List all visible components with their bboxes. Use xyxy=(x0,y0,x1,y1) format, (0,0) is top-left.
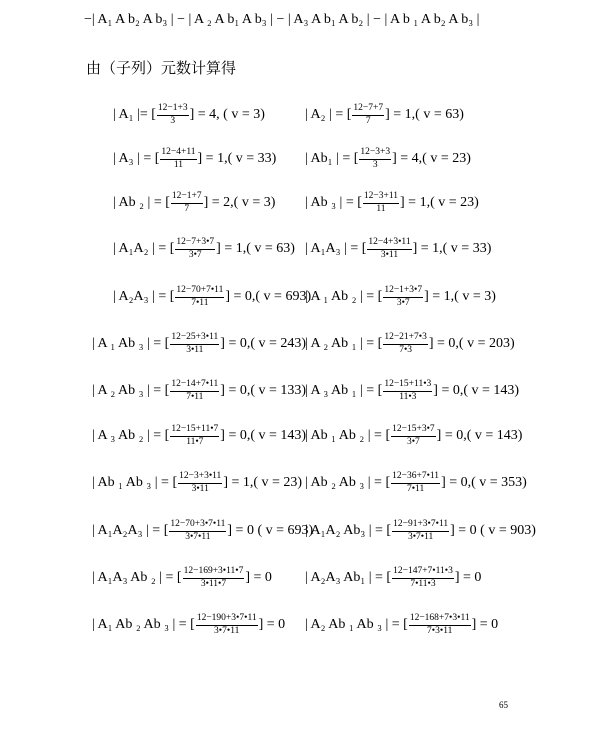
formula-result: ] = 4, ( v = 3) xyxy=(189,107,265,123)
fraction-numerator: 12−1+3 xyxy=(157,104,189,116)
fraction-numerator: 12−15+3•7 xyxy=(391,425,436,437)
fraction-denominator: 7•11 xyxy=(186,391,204,402)
formula-lhs: | Ab ₃ | = [ xyxy=(305,195,362,211)
formula-6 xyxy=(305,192,479,214)
formula-16 xyxy=(305,425,522,447)
fraction xyxy=(383,380,432,402)
fraction-denominator: 7 xyxy=(184,203,190,214)
formula-21 xyxy=(92,567,272,589)
formula-15 xyxy=(92,425,306,447)
formula-lhs: | A₃ | = [ xyxy=(113,151,160,167)
formula-result: ] = 0,( v = 353) xyxy=(441,475,527,491)
formula-result: ] = 0 ( v = 693) xyxy=(227,523,314,539)
fraction-numerator: 12−168+7•3•11 xyxy=(409,614,471,626)
formula-2 xyxy=(305,104,464,126)
fraction-numerator: 12−3+3 xyxy=(359,148,391,160)
fraction-denominator: 3•7•11 xyxy=(214,625,240,636)
formula-lhs: | Ab₁ | = [ xyxy=(305,151,359,167)
formula-result: ] = 1,( v = 33) xyxy=(197,151,277,167)
page-number: 65 xyxy=(499,700,508,710)
fraction xyxy=(367,238,411,260)
fraction-numerator: 12−14+7•11 xyxy=(170,380,219,392)
formula-result: ] = 0 xyxy=(454,570,482,586)
fraction xyxy=(183,567,245,589)
fraction xyxy=(409,614,471,636)
fraction-numerator: 12−4+11 xyxy=(160,148,196,160)
fraction-denominator: 7•3•11 xyxy=(427,625,453,636)
fraction xyxy=(170,425,219,447)
formula-10 xyxy=(305,286,496,308)
fraction xyxy=(160,148,196,170)
fraction xyxy=(391,425,436,447)
fraction-denominator: 7•3 xyxy=(399,344,413,355)
formula-lhs: | A ₂ Ab ₁ | = [ xyxy=(305,336,383,352)
fraction-numerator: 12−169+3•11•7 xyxy=(183,567,245,579)
fraction xyxy=(170,380,219,402)
fraction-numerator: 12−15+11•3 xyxy=(383,380,432,392)
fraction-denominator: 11 xyxy=(376,203,386,214)
fraction-denominator: 3 xyxy=(372,159,378,170)
fraction-denominator: 3•11 xyxy=(380,249,399,260)
fraction-numerator: 12−21+7•3 xyxy=(383,333,428,345)
fraction xyxy=(383,286,423,308)
formula-lhs: | A ₃ Ab ₂ | = [ xyxy=(92,428,170,444)
fraction-numerator: 12−25+3•11 xyxy=(170,333,219,345)
formula-17 xyxy=(92,472,302,494)
fraction-denominator: 3 xyxy=(170,115,176,126)
fraction-numerator: 12−1+7 xyxy=(171,192,203,204)
fraction-denominator: 3•7 xyxy=(396,297,410,308)
section-heading: 由（子列）元数计算得 xyxy=(86,59,237,77)
formula-14 xyxy=(305,380,519,402)
formula-13 xyxy=(92,380,306,402)
fraction-numerator: 12−91+3•7•11 xyxy=(392,520,449,532)
fraction-denominator: 3•7•11 xyxy=(407,531,434,542)
formula-lhs: | Ab ₁ Ab ₂ | = [ xyxy=(305,428,391,444)
formula-result: ] = 0,( v = 243) xyxy=(220,336,307,352)
fraction-denominator: 7•11 xyxy=(406,483,425,494)
fraction-numerator: 12−7+7 xyxy=(352,104,384,116)
formula-18 xyxy=(305,472,527,494)
formula-lhs: | A₁ |= [ xyxy=(113,107,156,123)
fraction xyxy=(196,614,258,636)
formula-7 xyxy=(113,238,295,260)
formula-24 xyxy=(305,614,498,636)
fraction xyxy=(359,148,391,170)
fraction-denominator: 11 xyxy=(173,159,184,170)
fraction-denominator: 3•7 xyxy=(188,249,202,260)
fraction-denominator: 11•7 xyxy=(186,436,204,447)
fraction-numerator: 12−36+7•11 xyxy=(391,472,440,484)
formula-lhs: | A ₁ Ab ₂ | = [ xyxy=(305,289,383,305)
formula-lhs: | A₁A₂A₃ | = [ xyxy=(92,523,169,539)
fraction-numerator: 12−1+3•7 xyxy=(383,286,423,298)
formula-result: ] = 1,( v = 23) xyxy=(223,475,303,491)
formula-19 xyxy=(92,520,313,542)
formula-result: ] = 1,( v = 23) xyxy=(400,195,479,211)
formula-result: ] = 0,( v = 143) xyxy=(433,383,520,399)
formula-result: ] = 1,( v = 63) xyxy=(385,107,464,123)
fraction-denominator: 3•11 xyxy=(191,483,209,494)
formula-lhs: | A ₃ Ab ₁ | = [ xyxy=(305,383,383,399)
fraction-numerator: 12−15+11•7 xyxy=(170,425,219,437)
fraction-denominator: 7 xyxy=(365,115,371,126)
formula-12 xyxy=(305,333,515,355)
formula-lhs: | A₁A₂ | = [ xyxy=(113,241,175,257)
formula-lhs: | A₂A₃ | = [ xyxy=(113,289,175,305)
formula-result: ] = 0,( v = 203) xyxy=(428,336,515,352)
formula-result: ] = 0,( v = 133) xyxy=(220,383,307,399)
formula-lhs: | Ab ₂ | = [ xyxy=(113,195,170,211)
fraction xyxy=(175,286,224,308)
fraction xyxy=(391,472,440,494)
formula-lhs: | A₁A₂ Ab₃ | = [ xyxy=(305,523,392,539)
formula-lhs: | Ab ₁ Ab ₃ | = [ xyxy=(92,475,178,491)
fraction-denominator: 11•3 xyxy=(399,391,417,402)
fraction-denominator: 7•11 xyxy=(191,297,209,308)
formula-lhs: | A₂ | = [ xyxy=(305,107,352,123)
formula-23 xyxy=(92,614,285,636)
fraction xyxy=(383,333,428,355)
formula-result: ] = 1,( v = 63) xyxy=(216,241,295,257)
formula-result: ] = 0 xyxy=(245,570,272,586)
fraction-numerator: 12−4+3•11 xyxy=(367,238,411,250)
fraction-numerator: 12−70+3•7•11 xyxy=(169,520,226,532)
formula-result: ] = 0,( v = 143) xyxy=(220,428,307,444)
fraction xyxy=(169,520,226,542)
formula-lhs: | A₂A₃ Ab₁ | = [ xyxy=(305,570,392,586)
fraction-denominator: 7•11•3 xyxy=(410,578,436,589)
formula-result: ] = 1,( v = 3) xyxy=(424,289,496,305)
fraction-denominator: 3•11 xyxy=(186,344,204,355)
formula-lhs: | A₁ Ab ₂ Ab ₃ | = [ xyxy=(92,617,195,633)
formula-result: ] = 0 xyxy=(471,617,499,633)
fraction-denominator: 3•7•11 xyxy=(185,531,211,542)
fraction xyxy=(178,472,222,494)
formula-lhs: | A₂ Ab ₁ Ab ₃ | = [ xyxy=(305,617,408,633)
formula-lhs: | A ₂ Ab ₃ | = [ xyxy=(92,383,170,399)
fraction xyxy=(157,104,189,126)
formula-result: ] = 0,( v = 143) xyxy=(436,428,523,444)
fraction-numerator: 12−3+11 xyxy=(363,192,399,204)
fraction xyxy=(363,192,399,214)
fraction-numerator: 12−7+3•7 xyxy=(175,238,215,250)
fraction-numerator: 12−3+3•11 xyxy=(178,472,222,484)
formula-8 xyxy=(305,238,491,260)
formula-result: ] = 0,( v = 693) xyxy=(225,289,312,305)
formula-result: ] = 2,( v = 3) xyxy=(203,195,276,211)
formula-3 xyxy=(113,148,276,170)
formula-20 xyxy=(305,520,536,542)
fraction-numerator: 12−70+7•11 xyxy=(175,286,224,298)
formula-22 xyxy=(305,567,481,589)
formula-1 xyxy=(113,104,265,126)
fraction xyxy=(392,567,454,589)
top-expression-line: −| A₁ A b₂ A b₃ | − | A ₂ A b₁ A b₃ | − | A₃ A b₁ A b₂ | − | A b ₁ A b₂ A b₃ | xyxy=(84,12,480,27)
formula-result: ] = 0 xyxy=(258,617,286,633)
formula-result: ] = 0 ( v = 903) xyxy=(450,523,536,539)
fraction xyxy=(171,192,203,214)
formula-lhs: | A ₁ Ab ₃ | = [ xyxy=(92,336,170,352)
fraction-denominator: 3•11•7 xyxy=(200,578,227,589)
formula-result: ] = 4,( v = 23) xyxy=(392,151,471,167)
fraction-numerator: 12−147+7•11•3 xyxy=(392,567,454,579)
formula-5 xyxy=(113,192,275,214)
fraction xyxy=(175,238,215,260)
fraction-numerator: 12−190+3•7•11 xyxy=(196,614,258,626)
fraction xyxy=(170,333,219,355)
formula-result: ] = 1,( v = 33) xyxy=(412,241,492,257)
formula-lhs: | A₁A₃ Ab ₂ | = [ xyxy=(92,570,182,586)
formula-11 xyxy=(92,333,306,355)
formula-lhs: | Ab ₂ Ab ₃ | = [ xyxy=(305,475,391,491)
fraction-denominator: 3•7 xyxy=(406,436,420,447)
formula-9 xyxy=(113,286,311,308)
fraction xyxy=(392,520,449,542)
fraction xyxy=(352,104,384,126)
formula-4 xyxy=(305,148,471,170)
formula-lhs: | A₁A₃ | = [ xyxy=(305,241,367,257)
